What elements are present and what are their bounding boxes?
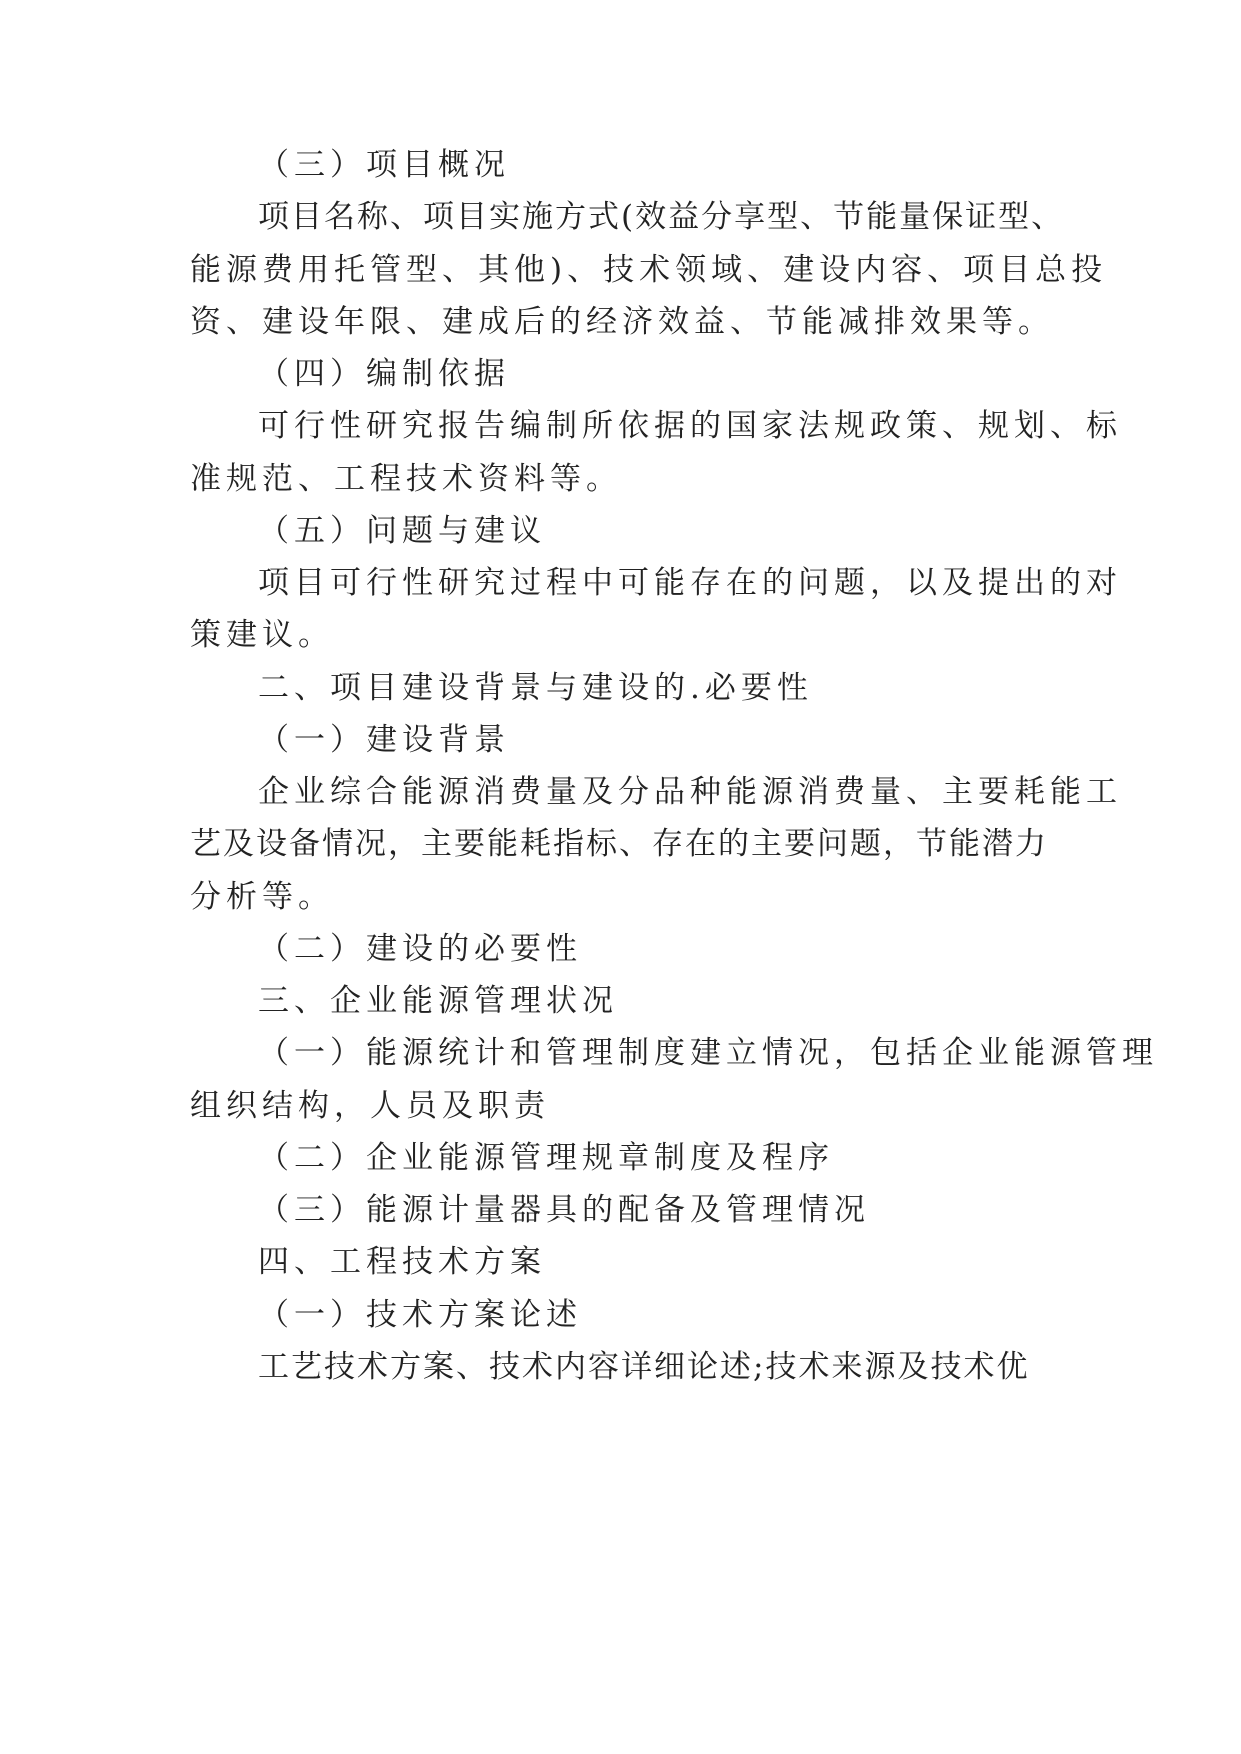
paragraph-line: 能源费用托管型、其他)、技术领域、建设内容、项目总投: [190, 252, 1108, 288]
section-heading-energy-management: 三、企业能源管理状况: [258, 983, 618, 1019]
heading-energy-statistics: （一）能源统计和管理制度建立情况，包括企业能源管理: [258, 1035, 1158, 1071]
heading-construction-background: （一）建设背景: [258, 722, 510, 758]
paragraph-line: 分析等。: [190, 879, 334, 915]
heading-necessity: （二）建设的必要性: [258, 931, 582, 967]
paragraph-line: 项目名称、项目实施方式(效益分享型、节能量保证型、: [258, 199, 1065, 235]
heading-management-rules: （二）企业能源管理规章制度及程序: [258, 1140, 834, 1176]
paragraph-line: 准规范、工程技术资料等。: [190, 461, 622, 497]
paragraph-line: 策建议。: [190, 617, 334, 653]
paragraph-line: 艺及设备情况，主要能耗指标、存在的主要问题，节能潜力: [190, 826, 1048, 862]
heading-technical-discussion: （一）技术方案论述: [258, 1297, 582, 1333]
paragraph-line: 企业综合能源消费量及分品种能源消费量、主要耗能工: [258, 774, 1122, 810]
heading-metering-instruments: （三）能源计量器具的配备及管理情况: [258, 1192, 870, 1228]
heading-compilation-basis: （四）编制依据: [258, 356, 510, 392]
heading-project-overview: （三）项目概况: [258, 147, 510, 183]
paragraph-line: 工艺技术方案、技术内容详细论述;技术来源及技术优: [258, 1349, 1030, 1385]
paragraph-line: 可行性研究报告编制所依据的国家法规政策、规划、标: [258, 408, 1122, 444]
heading-problems-suggestions: （五）问题与建议: [258, 513, 546, 549]
paragraph-line: 组织结构，人员及职责: [190, 1088, 550, 1124]
section-heading-technical-plan: 四、工程技术方案: [258, 1244, 546, 1280]
section-heading-background: 二、项目建设背景与建设的.必要性: [258, 670, 813, 706]
paragraph-line: 资、建设年限、建成后的经济效益、节能减排效果等。: [190, 304, 1054, 340]
paragraph-line: 项目可行性研究过程中可能存在的问题，以及提出的对: [258, 565, 1122, 601]
